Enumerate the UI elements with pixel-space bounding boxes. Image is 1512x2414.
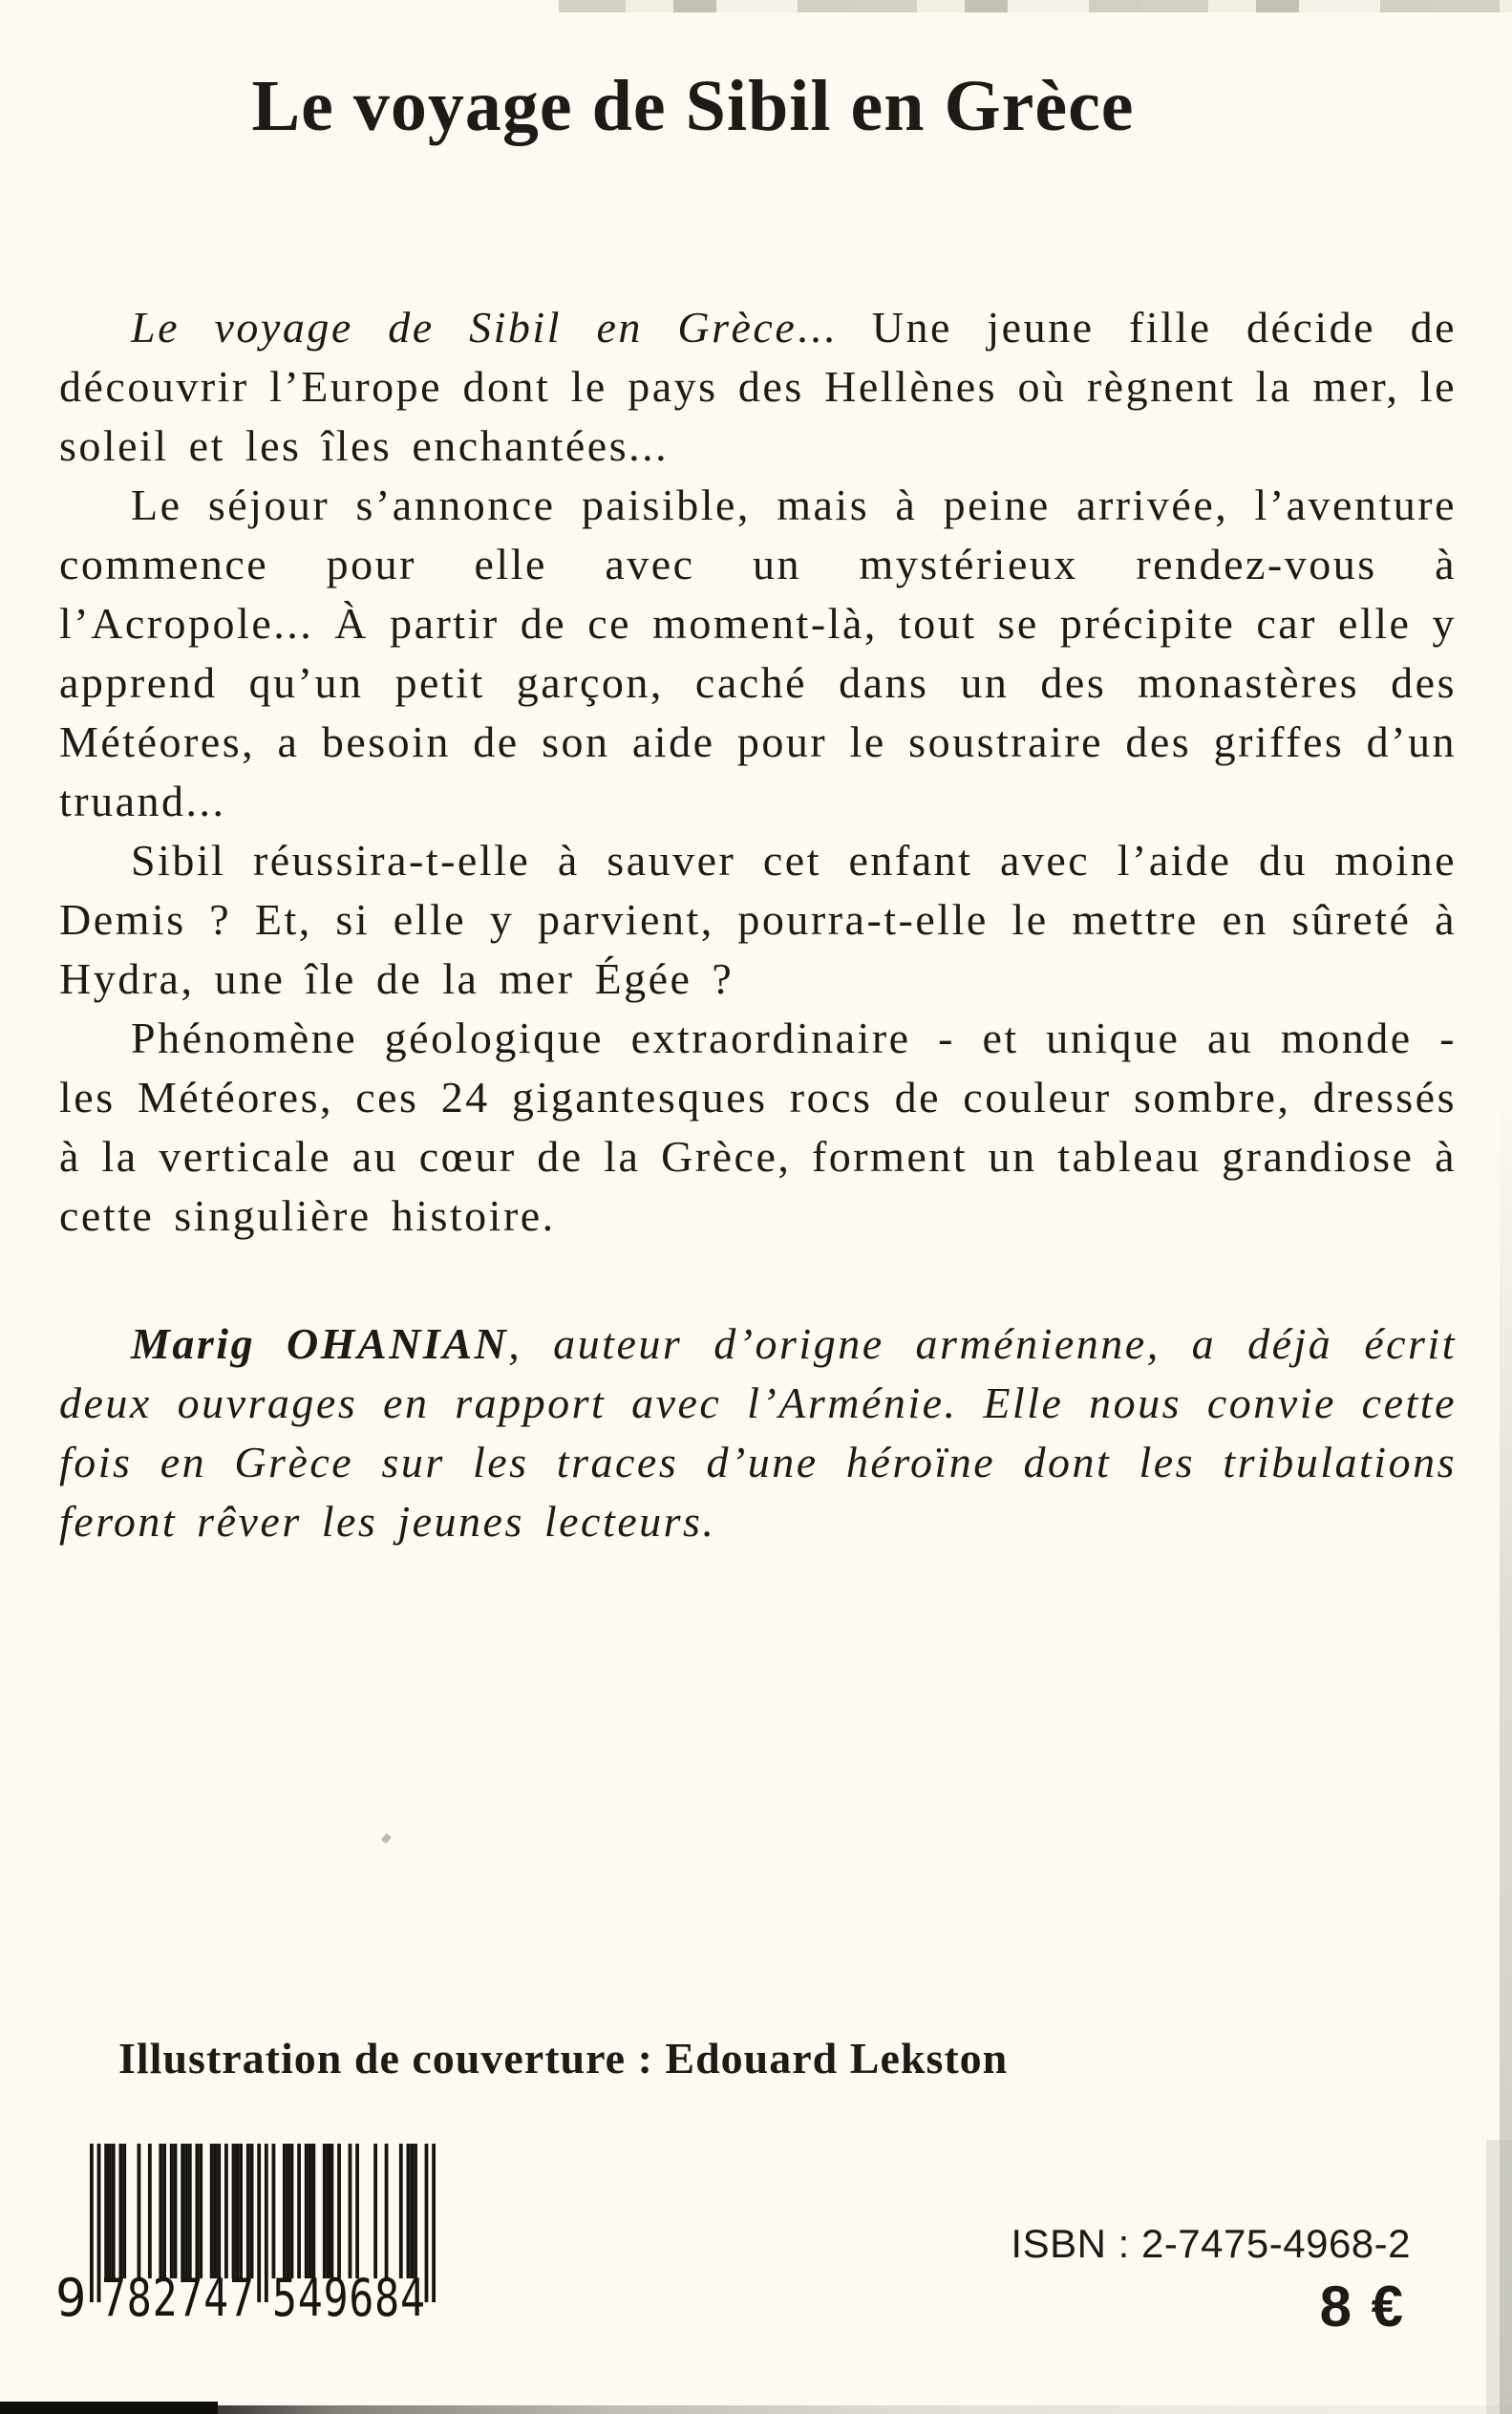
price-label: 8 € [1319, 2275, 1405, 2339]
author-name: Marig OHANIAN [131, 1319, 509, 1368]
author-note-text: , auteur d’origne arménienne, a déjà écrit deux ouvrages en rapport avec l’Arménie. Elle nous convie cette fois en Grèce sur les traces d’une héroïne dont les tribulations feront rêver les jeunes lecteurs. [59, 1319, 1457, 1546]
synopsis-paragraph-3: Sibil réussira-t-elle à sauver cet enfant avec l’aide du moine Demis ? Et, si elle y parvient, pourra-t-elle le mettre en sûreté à Hydra, une île de la mer Égée ? [59, 836, 1457, 1003]
synopsis-paragraph-2: Le séjour s’annonce paisible, mais à peine arrivée, l’aventure commence pour elle avec un mystérieux rendez-vous à l’Acropole... À partir de ce moment-là, tout se précipite car elle y apprend qu’un petit garçon, caché dans un des monastères des Météores, a besoin de son aide pour le soustraire des griffes d’un truand... [59, 481, 1457, 825]
illustration-credit: Illustration de couverture : Edouard Lekston [118, 2034, 1009, 2083]
scan-artifact-bottom-left-corner [0, 2402, 218, 2414]
scan-artifact-speck [381, 1833, 392, 1844]
scan-artifact-top-edge [559, 0, 1512, 12]
back-cover-text [59, 298, 1457, 1551]
barcode-first-digit: 9 [55, 2268, 87, 2328]
synopsis-paragraph-1 [59, 298, 1457, 476]
page-title: Le voyage de Sibil en Grèce [251, 66, 1135, 146]
synopsis-text-1: ... Une jeune fille décide de découvrir l’Europe dont le pays des Hellènes où règnent la mer, le soleil et les îles enchantées... [59, 303, 1457, 470]
barcode-right-digits: 5 4 9 6 8 4 [272, 2268, 425, 2328]
book-title-mention: Le voyage de Sibil en Grèce [131, 303, 798, 352]
isbn-label: ISBN : 2-7475-4968-2 [1011, 2221, 1411, 2266]
synopsis-paragraph-4: Phénomène géologique extraordinaire - et unique au monde - les Météores, ces 24 gigantesques rocs de couleur sombre, dressés à la verticale au cœur de la Grèce, forment un tableau grandiose à cette singulière histoire. [59, 1014, 1457, 1240]
author-note [59, 1314, 1457, 1551]
barcode [55, 2144, 457, 2373]
barcode-left-digits: 7 8 2 7 4 7 [101, 2268, 254, 2328]
scan-artifact-bottom-edge [0, 2405, 1512, 2414]
scan-artifact-bottom-right-edge [1486, 2140, 1512, 2414]
